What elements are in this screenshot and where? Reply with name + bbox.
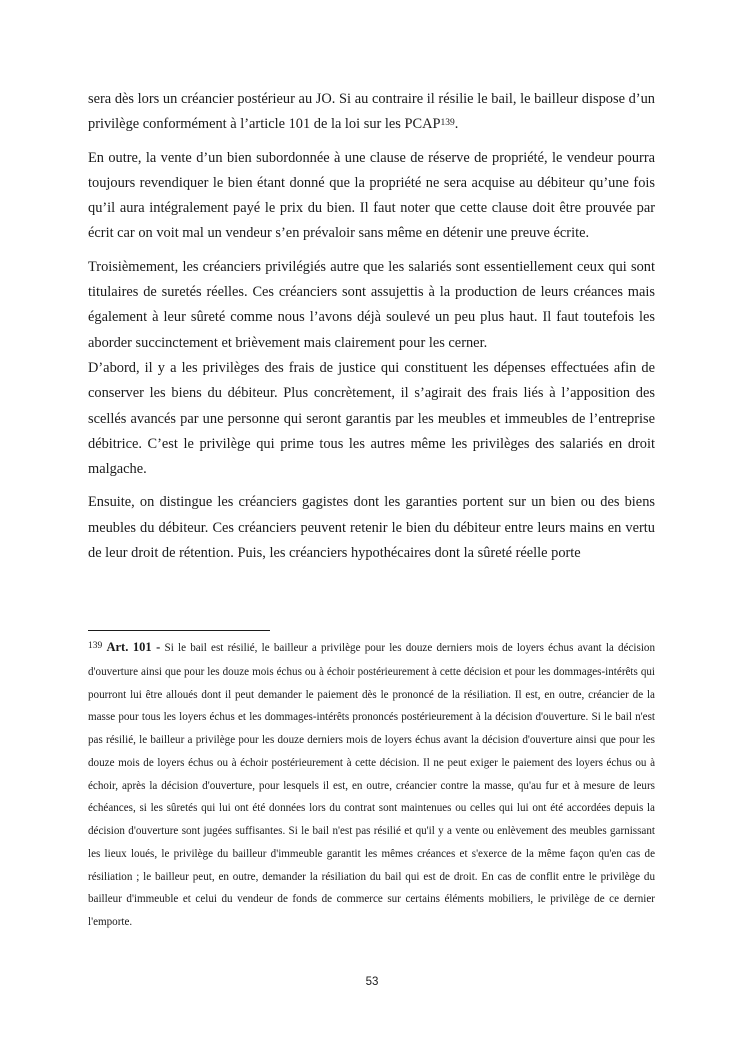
footnote-article-label: Art. 101 -	[106, 640, 161, 654]
body-text	[88, 87, 655, 566]
footnote-number: 139	[88, 640, 103, 651]
paragraph-troisiemement: Troisièmement, les créanciers privilégiés autre que les salariés sont essentiellement ceux qui sont titulaires de suretés réelles. Ces créanciers sont assujettis à la production de leurs créances mais également à leur sûreté comme nous l’avons déjà soulevé un peu plus haut. Il faut toutefois les aborder succinctement et brièvement mais clairement pour les cerner.	[88, 258, 655, 351]
footnote-reference[interactable]: 139	[440, 118, 455, 129]
footnote-text: Si le bail est résilié, le bailleur a privilège pour les douze derniers mois de loyers échus avant la décision d'ouverture ainsi que pour les douze mois échus ou à échoir postérieurement à cette décision et pour les dommages-intérêts qui pourront lui être alloués dont il peut demander le paiement dès le prononcé de la résiliation. Il est, en outre, créancier de la masse pour tous les loyers échus et les dommages-intérêts prononcés postérieurement à la décision d'ouverture. Si le bail n'est pas résilié, le bailleur a privilège pour les douze derniers mois de loyers échus avant la décision d'ouverture ainsi que pour les douze mois de loyers échus ou à échoir postérieurement à cette décision. Il ne peut exiger le paiement des loyers échus ou à échoir, après la décision d'ouverture, pour lesquels il est, en outre, créancier contre la masse, qu'au fur et à mesure de leurs échéances, si les sûretés qui lui ont été données lors du contrat sont maintenues ou celles qui lui ont été accordées depuis la décision d'ouverture sont jugées suffisantes. Si le bail n'est pas résilié et qu'il y a vente ou enlèvement des meubles garnissant les lieux loués, le privilège du bailleur d'immeuble garantit les mêmes créances et s'exerce de la même façon qu'en cas de résiliation ; le bailleur peut, en outre, demander la résiliation du bail qui est de droit. En cas de conflit entre le privilège du bailleur d'immeuble et celui du vendeur de fonds de commerce sur certains éléments mobiliers, le privilège de ce dernier l'emporte.	[88, 642, 655, 928]
paragraph-continuation: sera dès lors un créancier postérieur au JO. Si au contraire il résilie le bail, le bailleur dispose d’un privilège conformément à l’article 101 de la loi sur les PCAP$^{139}$.	[88, 91, 655, 133]
page-number: 53	[365, 976, 379, 988]
footnote-separator	[88, 630, 270, 631]
paragraph-reserve-de-propriete: En outre, la vente d’un bien subordonnée à une clause de réserve de propriété, le vendeur pourra toujours revendiquer le bien étant donné que la propriété ne sera acquise au débiteur qu’une fois qu’il aura intégralement payé le prix du bien. Il faut noter que cette clause doit être prouvée par écrit car on voit mal un vendeur s’en prévaloir sans même en détenir une preuve écrite.	[88, 149, 655, 242]
paragraph-frais-de-justice: D’abord, il y a les privilèges des frais de justice qui constituent les dépenses effectuées afin de conserver les biens du débiteur. Plus concrètement, il s’agirait des frais liés à l’apposition des scellés avancés par une personne qui seront garantis par les meubles et immeubles de l’entreprise débitrice. C’est le privilège qui prime tous les autres même les privilèges des salariés en droit malgache.	[88, 359, 655, 478]
paragraph-creanciers-gagistes: Ensuite, on distingue les créanciers gagistes dont les garanties portent sur un bien ou des biens meubles du débiteur. Ces créanciers peuvent retenir le bien du débiteur entre leurs mains en vertu de leur droit de rétention. Puis, les créanciers hypothécaires dont la sûreté réelle porte	[88, 494, 655, 562]
footnote	[88, 636, 655, 934]
